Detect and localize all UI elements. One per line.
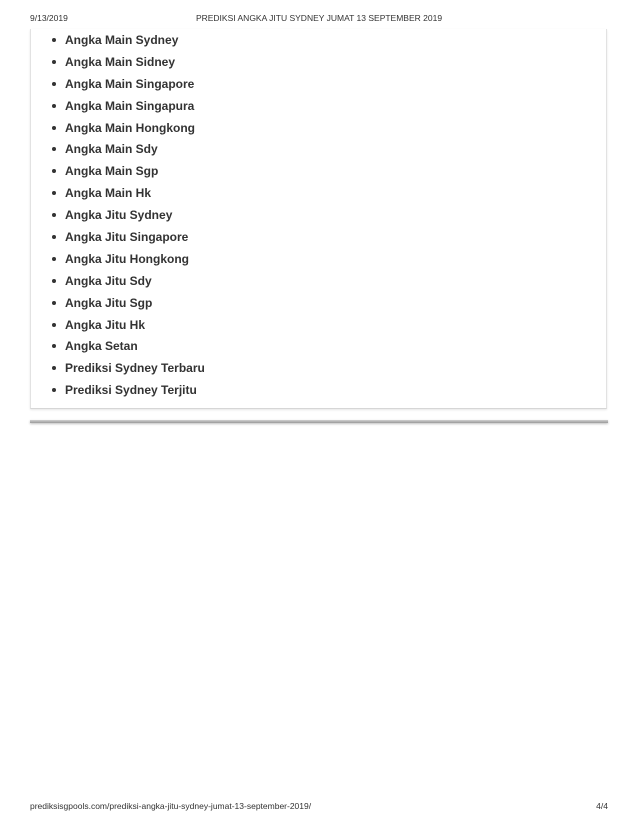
list-item[interactable] [45,316,205,338]
bullet-icon [52,257,56,261]
list-item[interactable] [45,162,205,184]
list-item[interactable] [45,31,205,53]
list-item-label[interactable]: Angka Jitu Hongkong [65,251,189,266]
bullet-icon [52,104,56,108]
list-item-label[interactable]: Prediksi Sydney Terbaru [65,361,205,376]
list-item-label[interactable]: Angka Jitu Sdy [65,273,152,288]
list-item-label[interactable]: Angka Main Sgp [65,164,159,179]
list-item-label[interactable]: Angka Setan [65,339,138,354]
bullet-icon [52,323,56,327]
list-item-label[interactable]: Angka Main Hongkong [65,120,195,135]
bullet-icon [52,38,56,42]
print-date: 9/13/2019 [30,13,68,23]
list-item[interactable] [45,184,205,206]
list-item[interactable] [45,119,205,141]
bullet-icon [52,60,56,64]
list-item-label[interactable]: Angka Jitu Hk [65,317,146,332]
section-divider [30,420,608,423]
bullet-icon [52,169,56,173]
page-number: 4/4 [596,801,608,811]
print-header [30,13,608,25]
list-item[interactable] [45,206,205,228]
bullet-icon [52,147,56,151]
list-item-label[interactable]: Angka Main Singapore [65,76,195,91]
list-item-label[interactable]: Angka Main Sidney [65,54,176,69]
bullet-icon [52,301,56,305]
bullet-icon [52,366,56,370]
tag-link-list [45,31,205,403]
bullet-icon [52,344,56,348]
list-item[interactable] [45,97,205,119]
list-item[interactable] [45,250,205,272]
page-title: PREDIKSI ANGKA JITU SYDNEY JUMAT 13 SEPTEMBER 2019 [195,13,443,23]
list-item[interactable] [45,228,205,250]
bullet-icon [52,388,56,392]
list-item[interactable] [45,381,205,403]
list-item-label[interactable]: Angka Jitu Singapore [65,230,189,245]
list-item[interactable] [45,140,205,162]
list-item[interactable] [45,359,205,381]
list-item[interactable] [45,294,205,316]
list-item[interactable] [45,272,205,294]
list-item-label[interactable]: Angka Jitu Sgp [65,295,153,310]
list-item[interactable] [45,75,205,97]
bullet-icon [52,235,56,239]
list-item-label[interactable]: Angka Main Singapura [65,98,195,113]
bullet-icon [52,279,56,283]
bullet-icon [52,126,56,130]
page-url: prediksisgpools.com/prediksi-angka-jitu-sydney-jumat-13-september-2019/ [30,801,312,811]
list-item[interactable] [45,337,205,359]
list-item-label[interactable]: Angka Jitu Sydney [65,208,173,223]
list-item[interactable] [45,53,205,75]
list-item-label[interactable]: Angka Main Sydney [65,33,179,47]
content-box [30,29,607,409]
bullet-icon [52,191,56,195]
list-item-label[interactable]: Angka Main Hk [65,186,152,201]
bullet-icon [52,213,56,217]
bullet-icon [52,82,56,86]
list-item-label[interactable]: Prediksi Sydney Terjitu [65,383,197,398]
print-footer [30,801,608,813]
list-item-label[interactable]: Angka Main Sdy [65,142,158,157]
